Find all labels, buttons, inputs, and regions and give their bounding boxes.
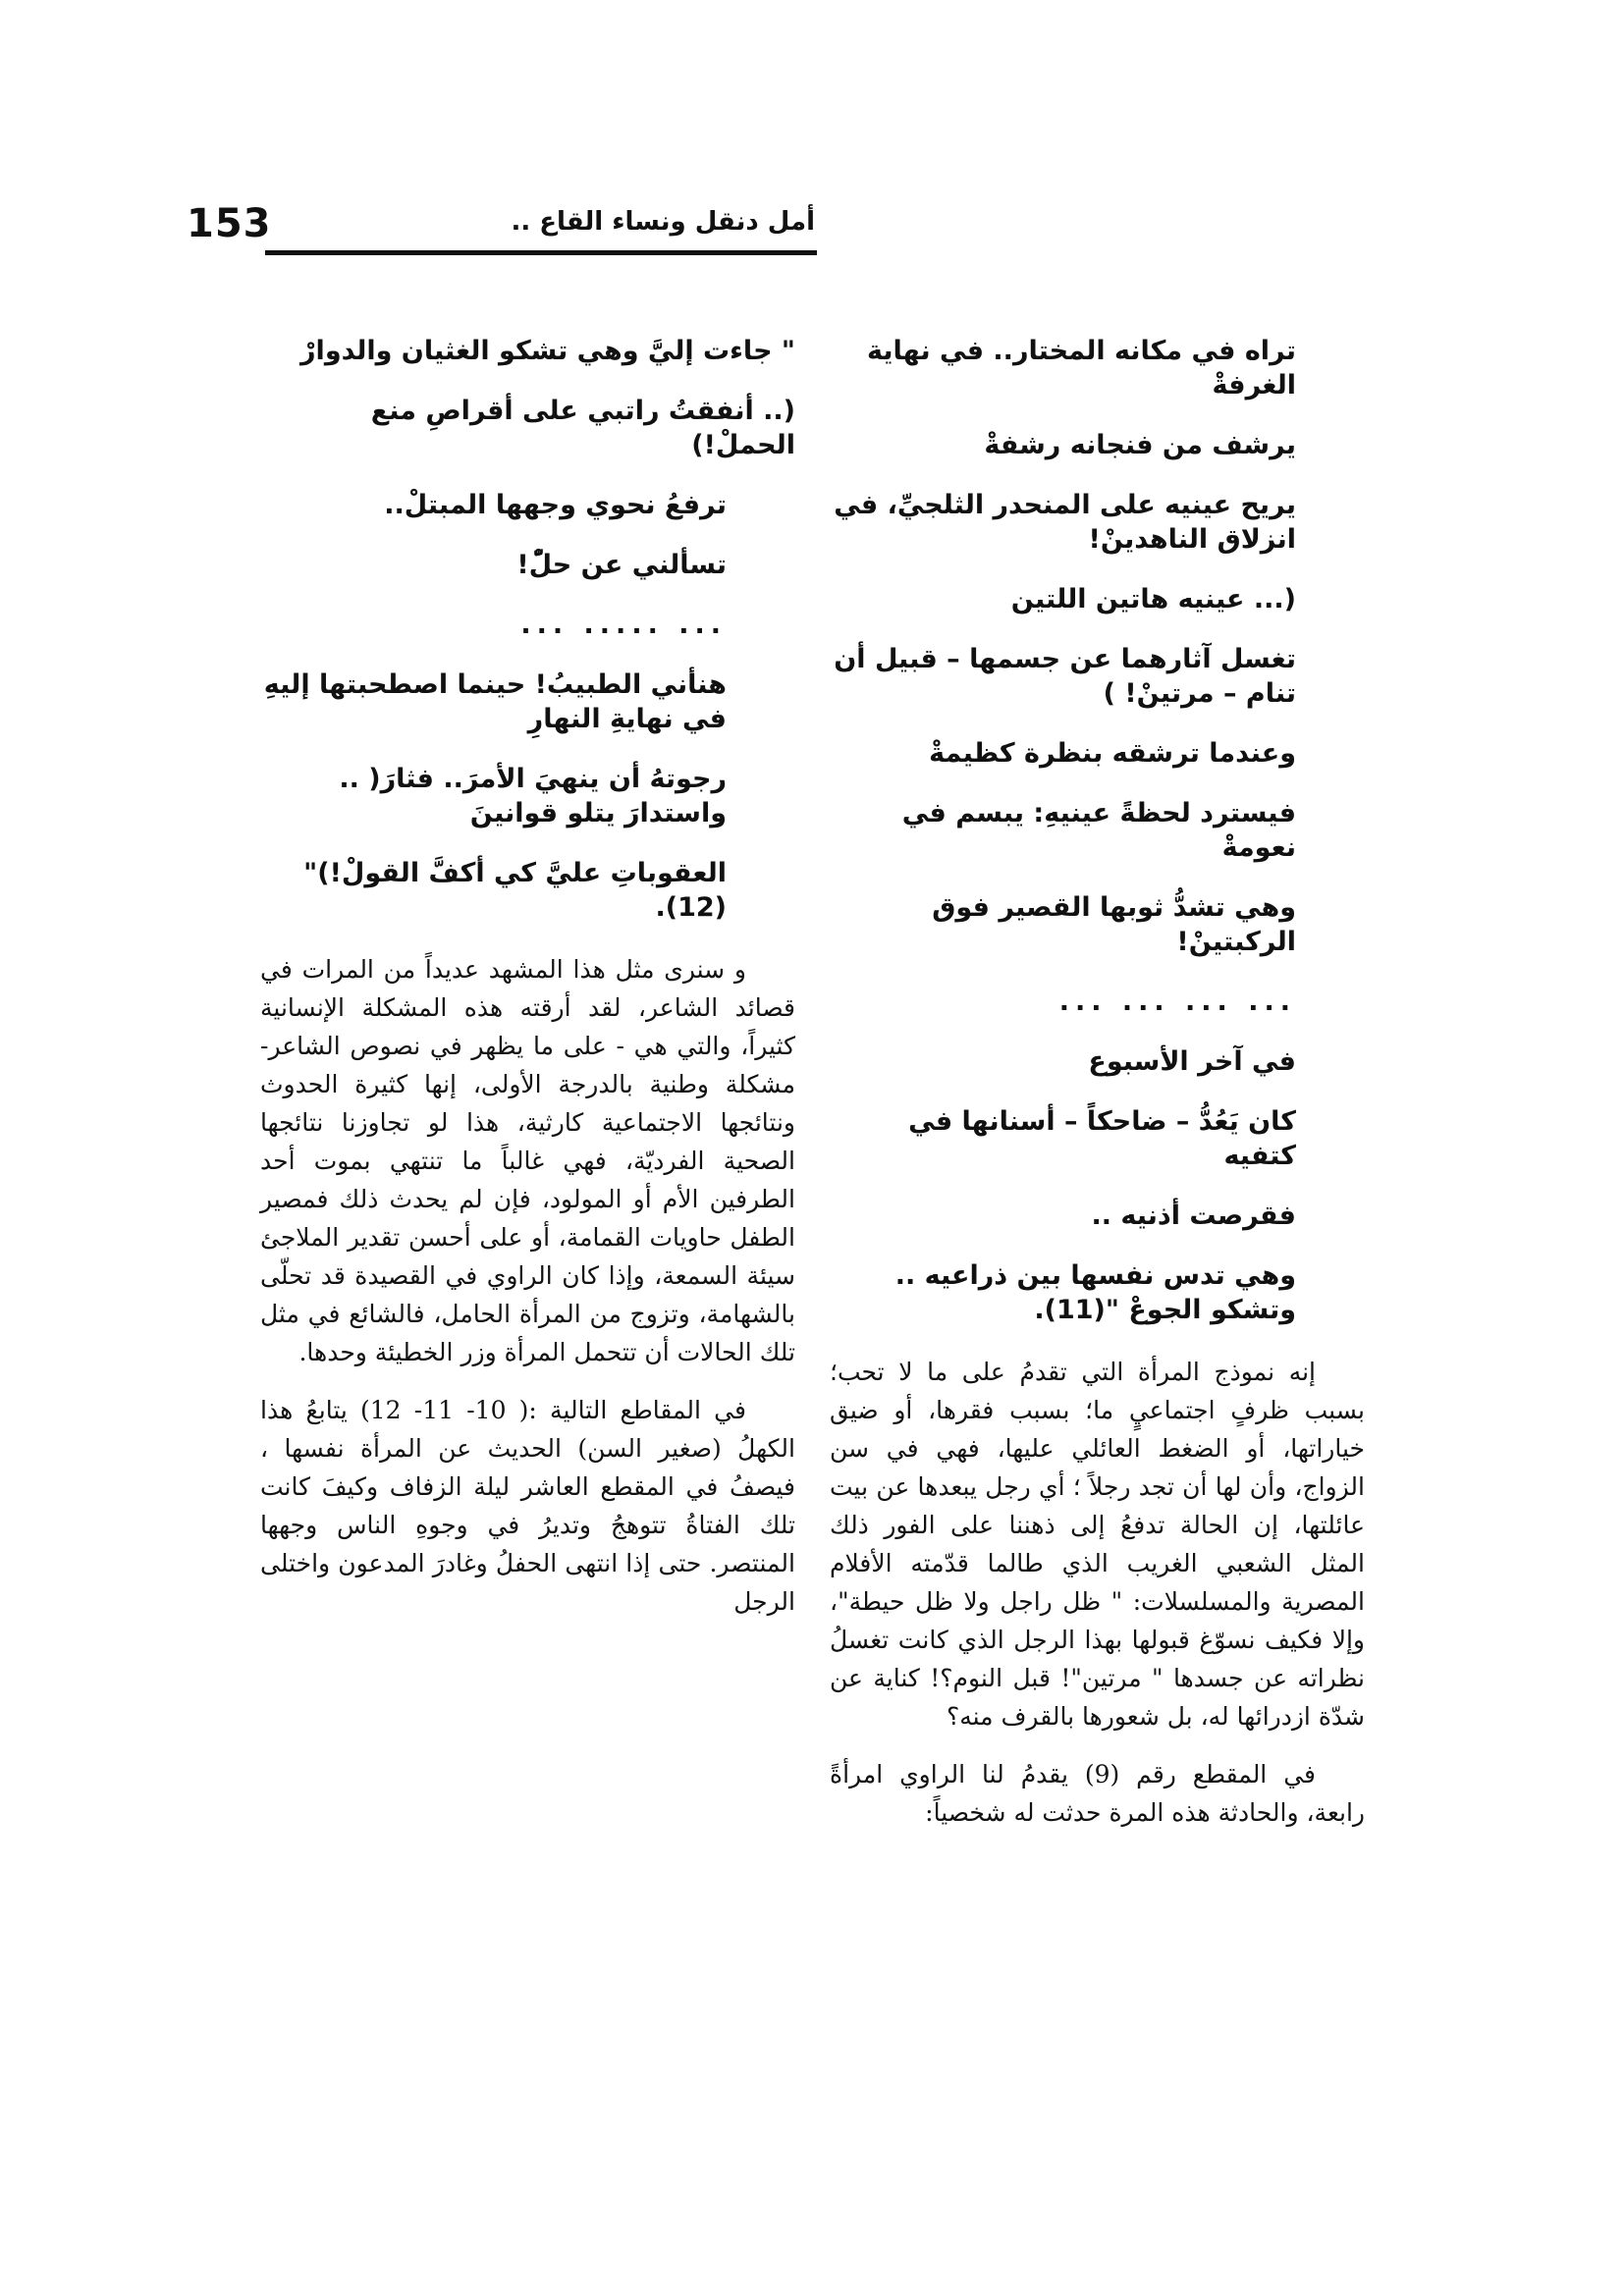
page-header [187,201,817,260]
poem-line: فقرصت أذنيه .. [1091,1201,1296,1231]
body-paragraph: في المقطع رقم (9) يقدمُ لنا الراوي امرأةً رابعة، والحادثة هذه المرة حدثت له شخصياً: [830,1760,1365,1827]
poem-line: وهي تشدُّ ثوبها القصير فوق الركبتينْ! [932,892,1296,957]
body-paragraph: في المقاطع التالية :( 10- 11- 12) يتابعُ هذا الكهلُ (صغير السن) الحديث عن المرأة نفسها ، فيصفُ في المقطع العاشر ليلة الزفاف وكيفَ كانت تلك الفتاةُ تتوهجُ وتديرُ في وجوهِ الناس وجهها المنتصر. حتى إذا انتهى الحفلُ وغادرَ المدعون واختلى الرجل [260,1396,795,1616]
poem-line: تغسل آثارهما عن جسمها – قبيل أن تنام – مرتينْ! ) [834,644,1296,709]
poem-line: رجوتهُ أن ينهيَ الأمرَ.. فثارَ( .. واستدارَ يتلو قوانينَ [339,764,727,828]
poem-ellipsis: ... ... ... ... [1058,987,1296,1017]
poem-line: العقوباتِ عليَّ كي أكفَّ القولْ!)"(12). [303,858,727,923]
poem-line: تراه في مكانه المختار.. في نهاية الغرفةْ [867,336,1296,400]
poem-line: " جاءت إليَّ وهي تشكو الغثيان والدوارْ [300,336,795,366]
poem-line: يريح عينيه على المنحدر الثلجيِّ، في انزلاق الناهدينْ! [834,490,1296,555]
body-paragraph: و سنرى مثل هذا المشهد عديداً من المرات في قصائد الشاعر، لقد أرقته هذه المشكلة الإنسانية كثيراً، والتي هي - على ما يظهر في نصوص الشاعر- مشكلة وطنية بالدرجة الأولى، إنها كثيرة الحدوث ونتائجها الاجتماعية كارثية، هذا لو تجاوزنا نتائجها الصحية الفرديّة، فهي غالباً ما تنتهي بموت أحد الطرفين الأم أو المولود، فإن لم يحدث ذلك فمصير الطفل حاويات القمامة، أو على أحسن تقدير الملاجئ سيئة السمعة، وإذا كان الراوي في القصيدة قد تحلّى بالشهامة، وتزوج من المرأة الحامل، فالشائع في مثل تلك الحالات أن تتحمل المرأة وزر الخطيئة وحدها. [260,955,795,1366]
left-column [260,334,795,1640]
poem-line: هنأني الطبيبُ! حينما اصطحبتها إليهِ في نهايةِ النهارِ [263,669,727,734]
header-rule [265,250,817,255]
poem-line: وعندما ترشقه بنظرة كظيمةْ [929,738,1296,769]
poem-ellipsis: ... ..... ... [520,610,727,640]
page-number: 153 [187,201,272,246]
poem-line: كان يَعُدُّ – ضاحكاً – أسنانها في كتفيه [908,1106,1296,1171]
poem-line: يرشف من فنجانه رشفةْ [984,430,1296,460]
running-title: أمل دنقل ونساء القاع .. [511,207,815,237]
poem-line: تسألني عن حلّْ! [516,550,727,580]
right-column [830,334,1365,1851]
poem-line: فيسترد لحظةً عينيهِ: يبسم في نعومةْ [901,798,1296,863]
poem-line: وهي تدس نفسها بين ذراعيه .. وتشكو الجوعْ "(11). [894,1260,1296,1325]
poem-line: ترفعُ نحوي وجهها المبتلْ.. [384,490,727,520]
poem-line: (... عينيه هاتين اللتين [1010,584,1296,614]
poem-line: (.. أنفقتُ راتبي على أقراصِ منع الحملْ!) [370,396,795,460]
poem-line: في آخر الأسبوع [1088,1046,1296,1077]
body-paragraph: إنه نموذج المرأة التي تقدمُ على ما لا تحب؛ بسبب ظرفٍ اجتماعيٍ ما؛ بسبب فقرها، أو ضيق خياراتها، أو الضغط العائلي عليها، فهي في سن الزواج، وأن لها أن تجد رجلاً ؛ أي رجل يبعدها عن بيت عائلتها، إن الحالة تدفعُ إلى ذهننا على الفور ذلك المثل الشعبي الغريب الذي طالما قدّمته الأفلام المصرية والمسلسلات: " ظل راجل ولا ظل حيطة"، وإلا فكيف نسوّغ قبولها بهذا الرجل الذي كانت تغسلُ نظراته عن جسدها " مرتين"! قبل النوم؟! كناية عن شدّة ازدرائها له، بل شعورها بالقرف منه؟ [830,1358,1365,1731]
